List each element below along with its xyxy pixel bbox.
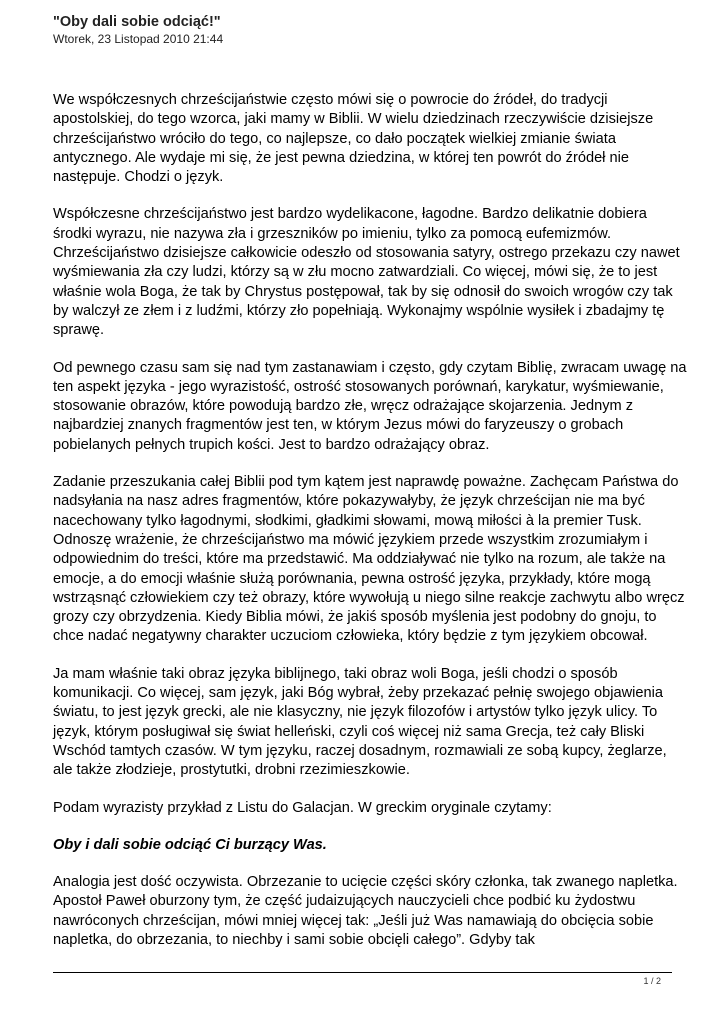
paragraph: Analogia jest dość oczywista. Obrzezanie to ucięcie części skóry członka, tak zwanego napletka. Apostoł Paweł oburzony tym, że część judaizujących nauczycieli chce podbić ku żydostwu nawróconych chrześcijan, mówi mniej więcej tak: „Jeśli już Was namawiają do obcięcia sobie napletka, do obrzezania, to niechby i sami sobie obcięli całego”. Gdyby tak — [53, 874, 678, 948]
article-body — [53, 91, 688, 968]
article-title: "Oby dali sobie odciąć!" — [53, 14, 221, 30]
document-header — [53, 14, 695, 47]
paragraph: Ja mam właśnie taki obraz języka biblijnego, taki obraz woli Boga, jeśli chodzi o sposób komunikacji. Co więcej, sam język, jaki Bóg wybrał, żeby przekazać pełnię swojego objawienia światu, to jest język grecki, ale nie klasyczny, nie język filozofów i artystów tylko język ulicy. To język, którym posługiwał się świat helleński, czyli coś więcej niż sama Grecja, też cały Bliski Wschód tamtych czasów. W tym języku, raczej dosadnym, rozmawiali ze sobą kupcy, żeglarze, ale także złodzieje, prostytutki, drobni rzezimieszkowie. — [53, 665, 667, 779]
bible-quote: Oby i dali sobie odciąć Ci burzący Was. — [53, 836, 327, 853]
paragraph: Zadanie przeszukania całej Biblii pod tym kątem jest naprawdę poważne. Zachęcam Państwa do nadsyłania na nasz adres fragmentów, które pokazywałyby, że język chrześcijan nie ma być nacechowany tylko łagodnymi, słodkimi, gładkimi słowami, mową miłości à la premier Tusk. Odnoszę wrażenie, że chrześcijaństwo ma mówić językiem przede wszystkim zrozumiałym i odpowiednim do treści, które ma przedstawić. Ma oddziaływać nie tylko na rozum, ale także na emocje, a do emocji właśnie służą porównania, pewna ostrość języka, przykłady, które mogą wstrząsnąć człowiekiem czy też obrazy, które wywołują u niego silne reakcje zachwytu albo wręcz grozy czy obrzydzenia. Kiedy Biblia mówi, że jakiś sposób myślenia jest podobny do gnoju, to chce nadać negatywny charakter uczuciom człowieka, który będzie z tym językiem obcował. — [53, 474, 685, 645]
paragraph: Współczesne chrześcijaństwo jest bardzo wydelikacone, łagodne. Bardzo delikatnie dobiera środki wyrazu, nie nazywa zła i grzeszników po imieniu, tylko za pomocą eufemizmów. Chrześcijaństwo dzisiejsze całkowicie odeszło od stosowania satyry, ostrego przekazu czy nawet wyśmiewania zła czy ludzi, którzy są w złu mocno zatwardziali. Co więcej, mówi się, że to jest właśnie wola Boga, że tak by Chrystus postępował, tak by się odnosił do swoich wrogów czy tak by walczył ze złem i z ludźmi, którzy zło popełniają. Wykonajmy wspólnie wysiłek i zbadajmy tę sprawę. — [53, 206, 680, 339]
paragraph: Podam wyrazisty przykład z Listu do Galacjan. W greckim oryginale czytamy: — [53, 799, 552, 816]
paragraph: Od pewnego czasu sam się nad tym zastanawiam i często, gdy czytam Biblię, zwracam uwagę na ten aspekt języka - jego wyrazistość, ostrość stosowanych porównań, karykatur, wyśmiewanie, stosowanie obrazów, które powodują bardzo złe, wręcz odrażające skojarzenia. Jednym z najbardziej znanych fragmentów jest ten, w którym Jezus mówi do faryzeuszy o grobach pobielanych pełnych trupich kości. Jest to bardzo odrażający obraz. — [53, 359, 687, 453]
footer-divider — [53, 972, 672, 973]
page-number: 1 / 2 — [643, 976, 661, 986]
paragraph: We współczesnych chrześcijaństwie często mówi się o powrocie do źródeł, do tradycji apostolskiej, do tego wzorca, jaki mamy w Biblii. W wielu dziedzinach rzeczywiście dzisiejsze chrześcijaństwo wróciło do tego, co najlepsze, co dało początek wielkiej zmianie świata antycznego. Ale wydaje mi się, że jest pewna dziedzina, w której ten powrót do źródeł nie następuje. Chodzi o język. — [53, 92, 654, 186]
article-date: Wtorek, 23 Listopad 2010 21:44 — [53, 32, 224, 46]
